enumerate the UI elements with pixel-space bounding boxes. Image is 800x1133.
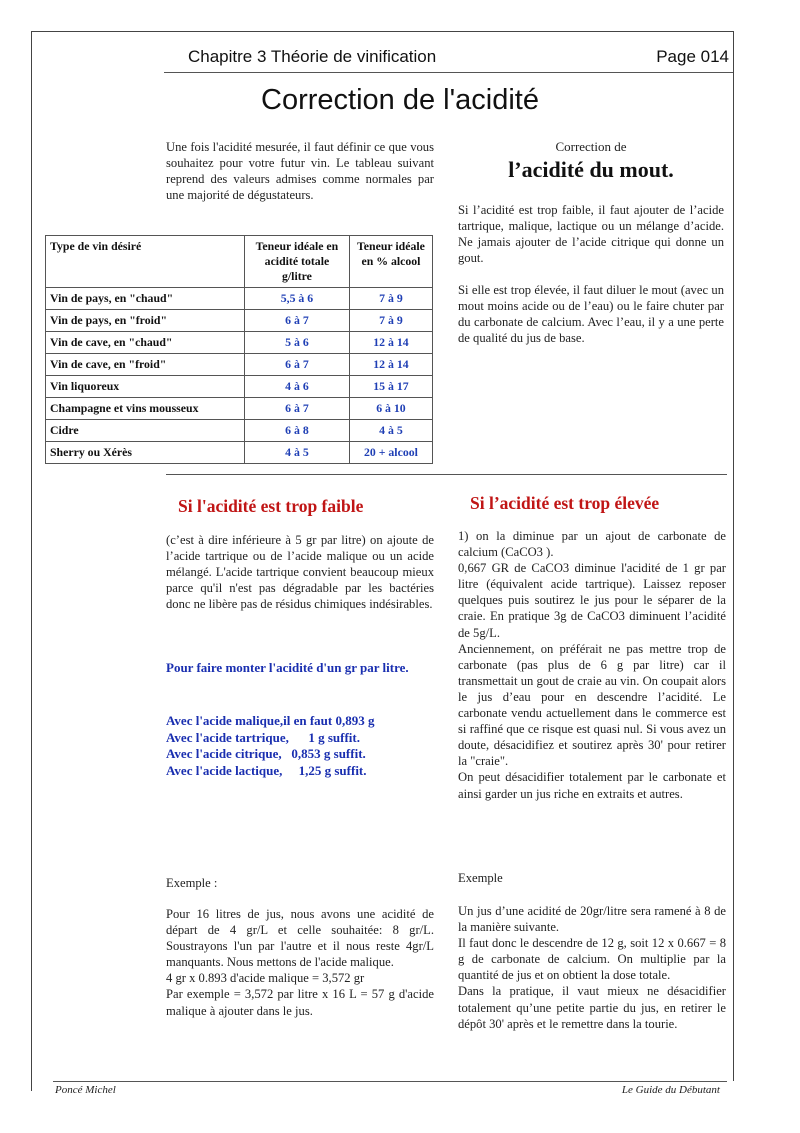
alcohol-cell: 6 à 10 — [349, 398, 432, 420]
right-subtitle: Correction de — [555, 139, 627, 154]
right-paragraph-2: Si elle est trop élevée, il faut diluer le mout (avec un mout moins acide ou de l’eau) ou le faire chuter par du carbonate de calcium. Avec l’eau, il y a une perte de qualité du jus de base. — [458, 283, 724, 346]
footer-author: Poncé Michel — [55, 1084, 116, 1096]
high-acidity-heading: Si l’acidité est trop élevée — [470, 493, 660, 513]
alcohol-cell: 4 à 5 — [349, 420, 432, 442]
wine-type-cell: Sherry ou Xérès — [46, 442, 245, 464]
header-divider — [164, 72, 733, 73]
acidity-cell: 6 à 7 — [245, 310, 350, 332]
low-acidity-paragraph: (c’est à dire inférieure à 5 gr par litre) on ajoute de l’acide tartrique ou de l’acide malique ou un acide mélangé. L'acide tartrique convient beaucoup mieux parce qu'il n'est pas dégradable par les bactéries donc ne libère pas de résidus chimiques indésirables. — [166, 533, 434, 612]
table-row — [46, 332, 433, 354]
wine-type-cell: Vin liquoreux — [46, 376, 245, 398]
footer-book-title: Le Guide du Débutant — [621, 1084, 720, 1096]
right-example-body — [458, 903, 726, 1032]
low-acidity-heading: Si l'acidité est trop faible — [178, 496, 364, 516]
acidity-cell: 6 à 8 — [245, 420, 350, 442]
acidity-cell: 6 à 7 — [245, 354, 350, 376]
page-frame-left — [31, 31, 32, 1091]
wine-type-cell: Vin de cave, en "chaud" — [46, 332, 245, 354]
table-header-row — [46, 236, 433, 288]
table-row — [46, 288, 433, 310]
right-paragraph-1: Si l’acidité est trop faible, il faut ajouter de l’acide tartrique, malique, lactique ou un mélange d’acide. Ne jamais ajouter de l’acide citrique qui donne un gout. — [458, 203, 724, 266]
section-divider — [166, 474, 727, 475]
high-acidity-paragraph: Anciennement, on préférait ne pas mettre trop de carbonate (pas plus de 6 g par litre) car il transmettait un gout de craie au vin. On coupait alors le jus d’eau pour en descendre l’acidité. Le carbonate vendu actuellement dans le commerce est si raffiné que ce risque est quasi nul. Si vous avez un doute, désacidifiez et soutirez après 30' pour retirer la "craie". — [458, 641, 726, 769]
high-acidity-paragraph: 0,667 GR de CaCO3 diminue l'acidité de 1 gr par litre (équivalent acide tartrique). Laissez reposer quelques puis soutirez le jus pour le séparer de la craie. En pratique 3g de CaCO3 diminuent l’acidité de 5g/L. — [458, 561, 726, 640]
intro-paragraph: Une fois l'acidité mesurée, il faut définir ce que vous souhaitez pour votre futur vin. Le tableau suivant reprend des valeurs admises comme normales par une majorité de dégustateurs. — [166, 140, 434, 203]
wine-type-cell: Vin de pays, en "froid" — [46, 310, 245, 332]
table-row — [46, 310, 433, 332]
page-title: Correction de l'acidité — [261, 84, 539, 116]
alcohol-cell: 20 + alcool — [349, 442, 432, 464]
table-row — [46, 354, 433, 376]
acidity-cell: 4 à 5 — [245, 442, 350, 464]
table-header: Teneur idéale en acidité totale g/litre — [245, 236, 350, 288]
table-row — [46, 420, 433, 442]
table-row — [46, 398, 433, 420]
acidity-cell: 4 à 6 — [245, 376, 350, 398]
right-title: l’acidité du mout. — [508, 157, 674, 182]
left-example-body — [166, 906, 434, 1019]
right-example-paragraph: Il faut donc le descendre de 12 g, soit 12 x 0.667 = 8 g de carbonate de calcium. On multiplie par la quantité de jus et on obtient la dose totale. — [458, 936, 726, 983]
right-example-paragraph: Un jus d’une acidité de 20gr/litre sera ramené à 8 de la manière suivante. — [458, 904, 726, 935]
header-chapter: Chapitre 3 Théorie de vinification — [188, 47, 437, 66]
high-acidity-paragraph: On peut désacidifier totalement par le carbonate et ainsi garder un jus riche en extraits et autres. — [458, 770, 726, 801]
left-example-paragraph: Pour 16 litres de jus, nous avons une acidité de départ de 4 gr/L et celle souhaitée: 8 gr/L. Soustrayons l'un par l'autre et il nous reste 4gr/L manquants. Nous mettons de l'acide malique. — [166, 907, 434, 970]
right-example-title: Exemple — [458, 871, 503, 885]
wine-acidity-table — [45, 235, 433, 464]
page-frame-right — [733, 31, 734, 1081]
raise-acidity-heading: Pour faire monter l'acidité d'un gr par litre. — [166, 660, 409, 675]
alcohol-cell: 12 à 14 — [349, 354, 432, 376]
table-header: Type de vin désiré — [46, 236, 245, 288]
left-example-paragraph: 4 gr x 0.893 d'acide malique = 3,572 gr — [166, 971, 365, 986]
wine-type-cell: Champagne et vins mousseux — [46, 398, 245, 420]
left-example-title: Exemple : — [166, 876, 218, 890]
wine-type-cell: Vin de pays, en "chaud" — [46, 288, 245, 310]
acid-dosage-line: Avec l'acide tartrique, 1 g suffit. — [166, 729, 360, 745]
table-row — [46, 442, 433, 464]
header-page-number: Page 014 — [656, 47, 729, 66]
alcohol-cell: 7 à 9 — [349, 310, 432, 332]
wine-type-cell: Vin de cave, en "froid" — [46, 354, 245, 376]
table-header: Teneur idéale en % alcool — [349, 236, 432, 288]
acidity-cell: 5,5 à 6 — [245, 288, 350, 310]
page-frame-top — [31, 31, 733, 32]
footer-divider — [53, 1081, 727, 1082]
acid-dosage-line: Avec l'acide citrique, 0,853 g suffit. — [166, 746, 366, 761]
acid-dosage-line: Avec l'acide lactique, 1,25 g suffit. — [166, 762, 367, 778]
left-example-paragraph: Par exemple = 3,572 par litre x 16 L = 57 g d'acide malique à ajouter dans le jus. — [166, 987, 434, 1018]
right-example-paragraph: Dans la pratique, il vaut mieux ne désacidifier totalement qu’une petite partie du jus, en retirer le dépôt 30' après et le remettre dans la tourie. — [458, 984, 726, 1031]
acid-dosage-line: Avec l'acide malique,il en faut 0,893 g — [166, 713, 375, 728]
wine-type-cell: Cidre — [46, 420, 245, 442]
acidity-cell: 6 à 7 — [245, 398, 350, 420]
high-acidity-body — [458, 528, 726, 802]
acidity-cell: 5 à 6 — [245, 332, 350, 354]
high-acidity-paragraph: 1) on la diminue par un ajout de carbonate de calcium (CaCO3 ). — [458, 529, 726, 560]
alcohol-cell: 15 à 17 — [349, 376, 432, 398]
table-row — [46, 376, 433, 398]
acid-dosage-list — [166, 713, 434, 779]
alcohol-cell: 12 à 14 — [349, 332, 432, 354]
alcohol-cell: 7 à 9 — [349, 288, 432, 310]
